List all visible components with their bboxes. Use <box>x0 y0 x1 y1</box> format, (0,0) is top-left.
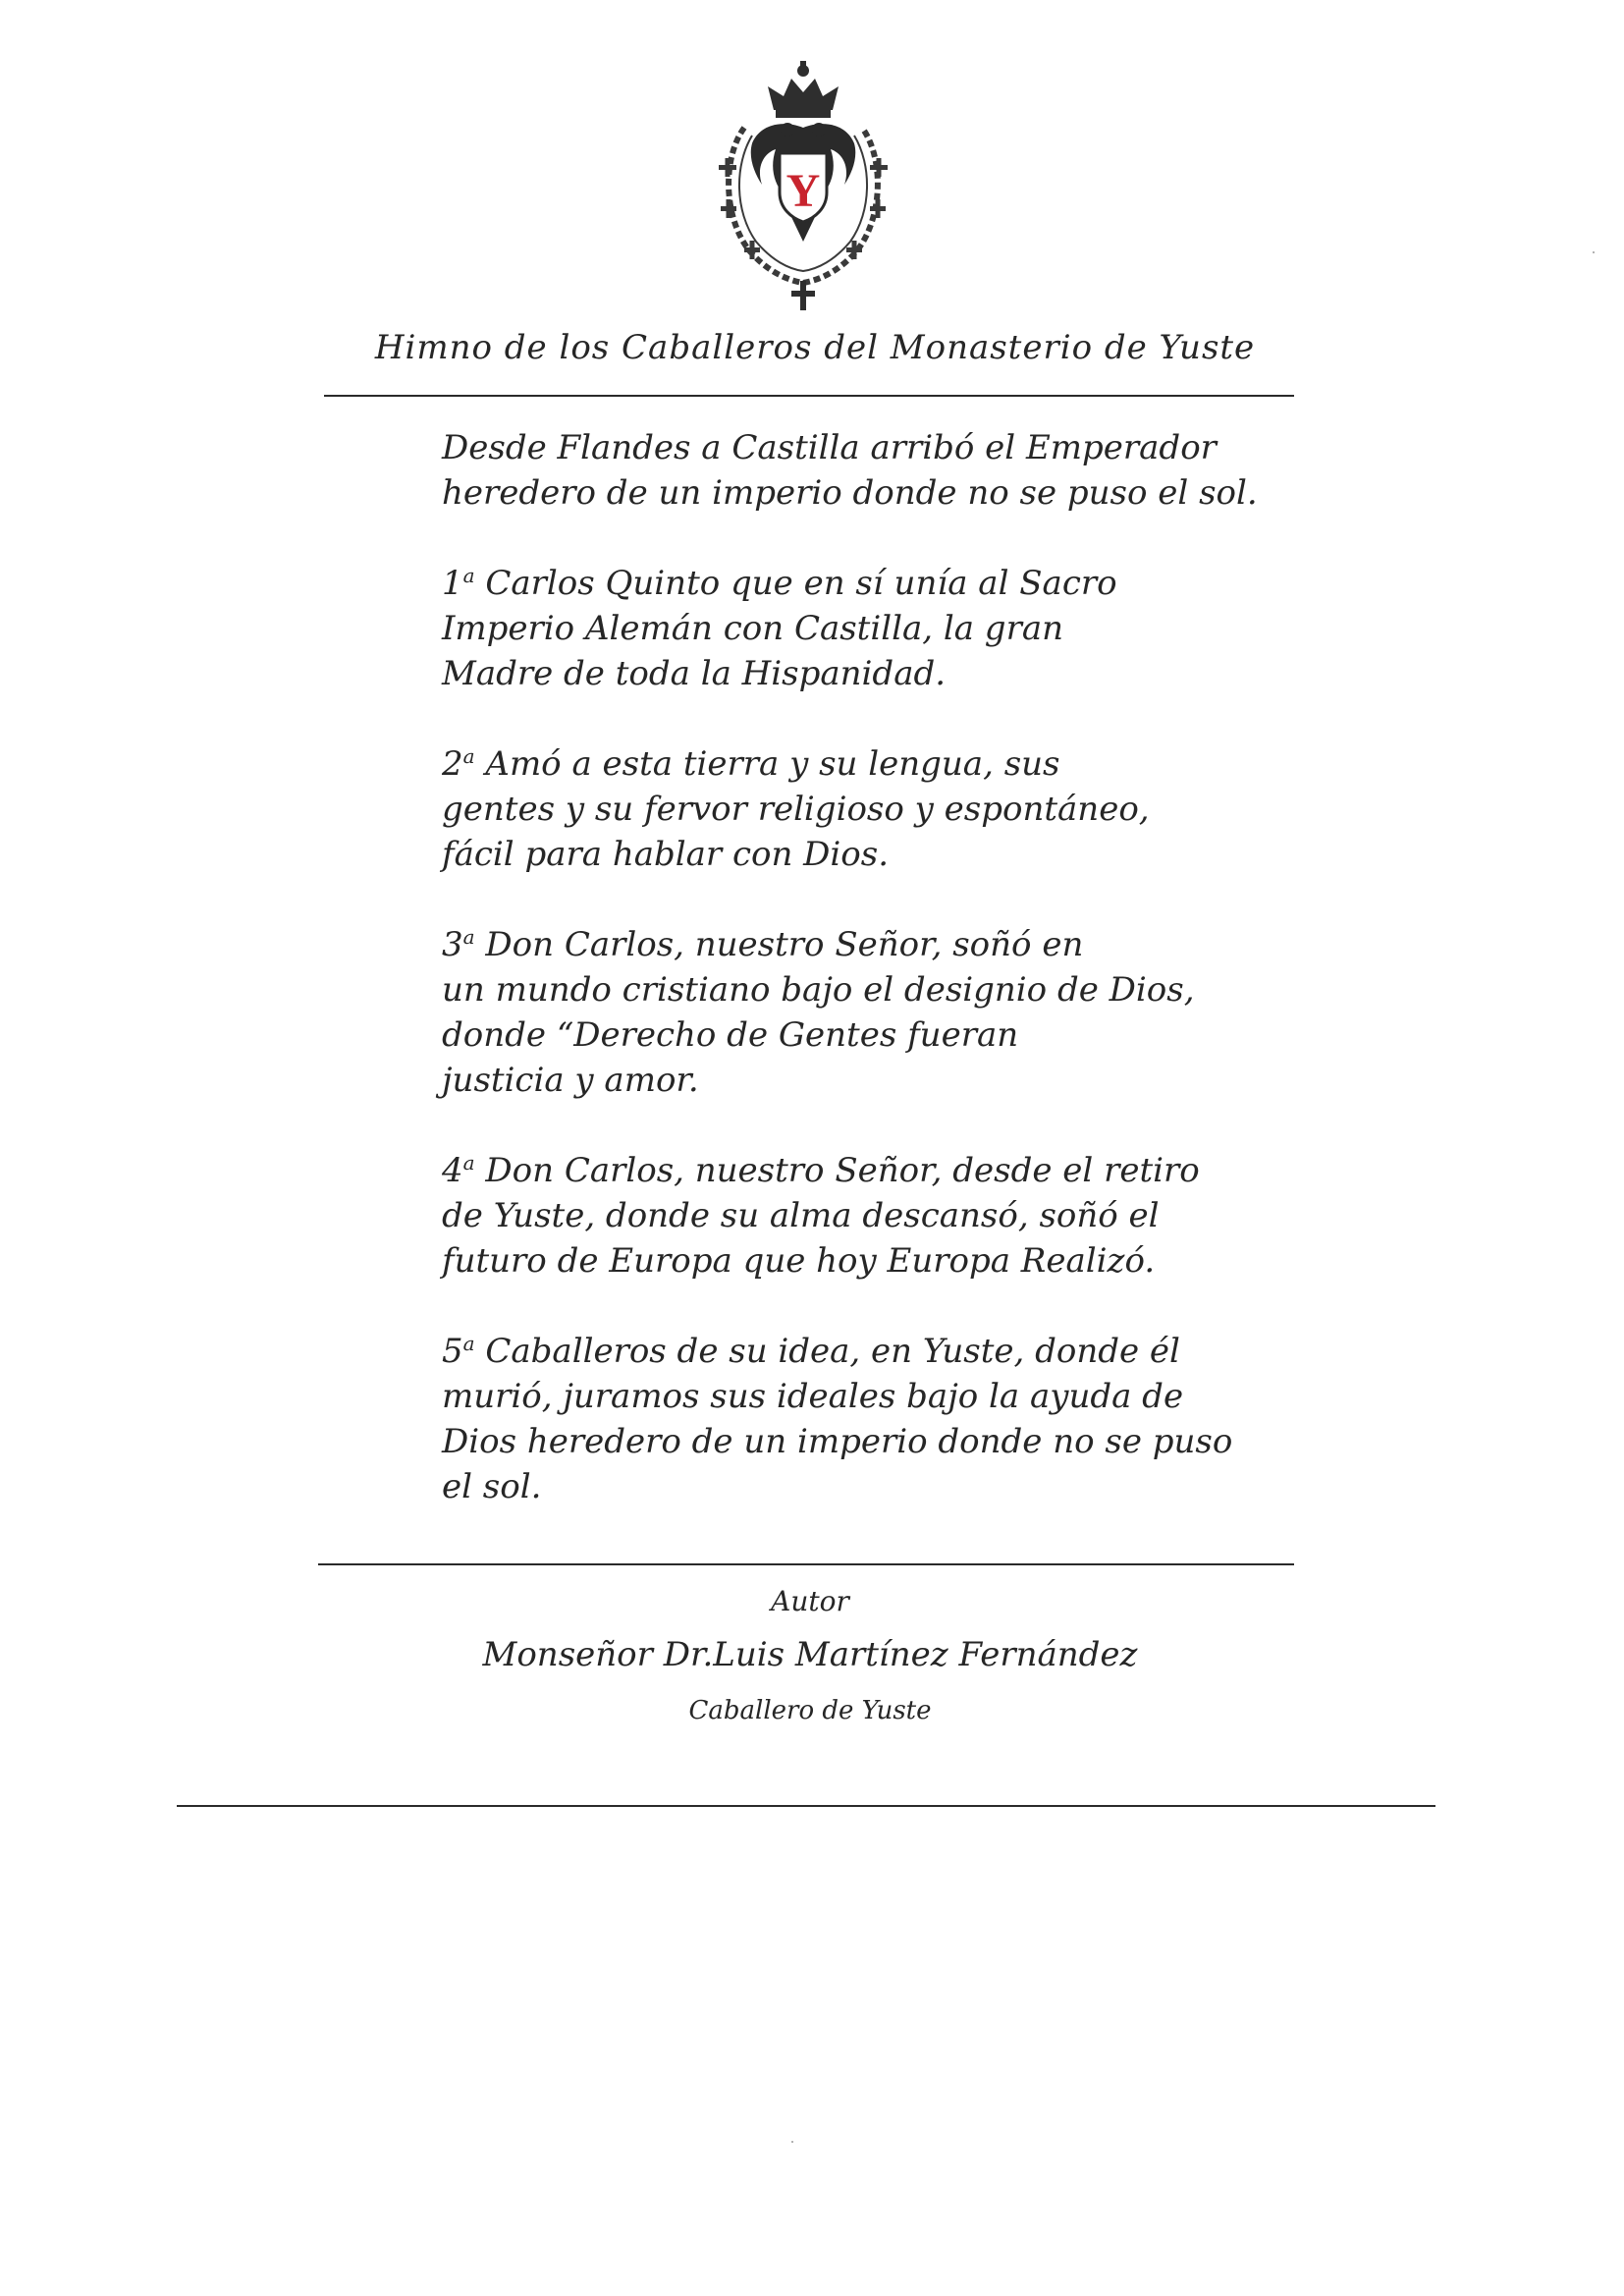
stanza-line: Imperio Alemán con Castilla, la gran <box>442 609 1063 648</box>
stanza-number: 1 <box>442 564 463 603</box>
stanza-5 <box>442 1329 1233 1509</box>
stanza-line <box>442 741 1227 787</box>
emblem-letter: Y <box>785 165 821 217</box>
stanza-line-text: Don Carlos, nuestro Señor, soñó en <box>474 925 1084 964</box>
stanza-line: gentes y su fervor religioso y espontáneo, <box>442 790 1150 829</box>
stanza-line: donde “Derecho de Gentes fueran <box>442 1015 1019 1055</box>
author-role: Caballero de Yuste <box>688 1696 932 1725</box>
scan-speck <box>1593 251 1595 253</box>
stanza-line: el sol. <box>442 1467 542 1506</box>
stanza-number: 3 <box>442 925 463 964</box>
middle-divider <box>318 1563 1294 1565</box>
stanza-line-text: Caballeros de su idea, en Yuste, donde él <box>474 1332 1180 1371</box>
stanza-number: 4 <box>442 1151 463 1190</box>
stanza-ordinal: a <box>462 564 475 587</box>
stanza-4 <box>442 1148 1227 1284</box>
document-title: Himno de los Caballeros del Monasterio de Yuste <box>374 328 1256 367</box>
stanza-ordinal: a <box>462 1151 475 1175</box>
stanza-line: fácil para hablar con Dios. <box>442 835 890 874</box>
coat-of-arms-icon <box>705 59 901 314</box>
stanza-ordinal: a <box>462 925 475 949</box>
stanza-number: 5 <box>442 1332 463 1371</box>
hymn-body <box>442 425 1258 1555</box>
stanza-line: justicia y amor. <box>442 1061 699 1100</box>
stanza-line-text: Amó a esta tierra y su lengua, sus <box>474 744 1060 784</box>
stanza-2 <box>442 741 1227 877</box>
bottom-divider <box>177 1805 1435 1807</box>
author-name: Monseñor Dr.Luis Martínez Fernández <box>482 1635 1138 1674</box>
stanza-ordinal: a <box>462 744 475 768</box>
stanza-1 <box>442 561 1227 696</box>
scan-speck <box>791 2141 793 2143</box>
author-label: Autor <box>771 1585 849 1617</box>
top-divider <box>324 395 1294 397</box>
stanza-line <box>442 561 1227 606</box>
stanza-line: Madre de toda la Hispanidad. <box>442 654 947 693</box>
stanza-line: Desde Flandes a Castilla arribó el Emperador <box>442 428 1217 467</box>
stanza-line-text: Carlos Quinto que en sí unía al Sacro <box>474 564 1117 603</box>
stanza-line: futuro de Europa que hoy Europa Realizó. <box>442 1241 1156 1281</box>
stanza-line: de Yuste, donde su alma descansó, soñó el <box>442 1196 1160 1235</box>
stanza-line: heredero de un imperio donde no se puso el sol. <box>442 473 1258 513</box>
stanza-line-text: Don Carlos, nuestro Señor, desde el retiro <box>474 1151 1200 1190</box>
stanza-line <box>442 1148 1227 1193</box>
stanza-line <box>442 922 1227 967</box>
stanza-number: 2 <box>442 744 463 784</box>
stanza-line: Dios heredero de un imperio donde no se puso <box>442 1422 1233 1461</box>
stanza-refrain <box>442 425 1258 516</box>
stanza-3 <box>442 922 1227 1103</box>
stanza-ordinal: a <box>462 1332 475 1355</box>
stanza-line: un mundo cristiano bajo el designio de Dios, <box>442 970 1195 1010</box>
stanza-line: murió, juramos sus ideales bajo la ayuda de <box>442 1377 1184 1416</box>
stanza-line <box>442 1329 1227 1374</box>
